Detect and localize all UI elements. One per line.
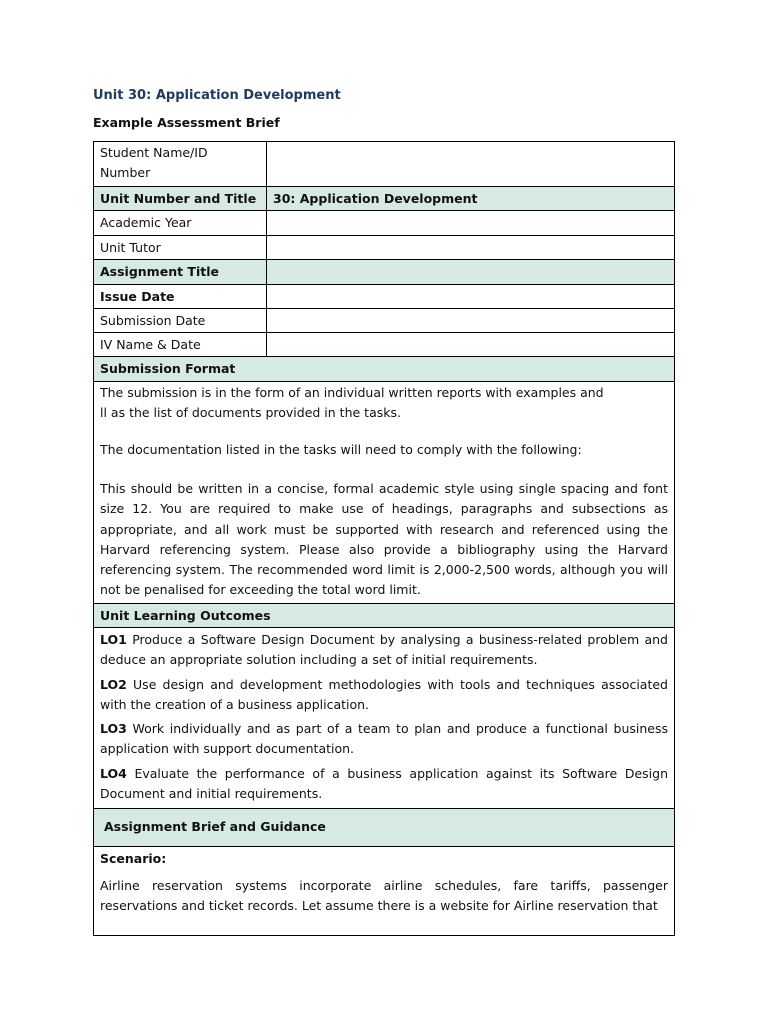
submission-format-heading: Submission Format: [100, 361, 236, 376]
issue-date-field[interactable]: [267, 285, 674, 308]
student-name-field[interactable]: [267, 142, 674, 186]
iv-name-field[interactable]: [267, 333, 674, 356]
issue-date-label: Issue Date: [94, 285, 267, 308]
row-scenario: [94, 847, 674, 935]
row-learning-outcomes-body: [94, 628, 674, 809]
submission-date-label: Submission Date: [94, 309, 267, 332]
row-unit-tutor: [94, 236, 674, 260]
submission-para-3: This should be written in a concise, formal academic style using single spacing and font size 12. You are required to make use of headings, paragraphs and subsections as appropriate, and all work must be supported with research and referenced using the Harvard referencing system. Please also provide a bibliography using the Harvard referencing system. The recommended word limit is 2,000-2,500 words, although you will not be penalised for exceeding the total word limit.: [100, 481, 668, 598]
row-unit-number: [94, 187, 674, 211]
unit-number-value: 30: Application Development: [273, 191, 478, 206]
row-issue-date: [94, 285, 674, 309]
lo-code: LO2: [100, 676, 127, 692]
row-submission-format-heading: [94, 357, 674, 382]
row-submission-format-body: [94, 382, 674, 604]
assessment-form-table: [93, 141, 675, 936]
lo-text: Use design and development methodologies with tools and techniques associated with the creation of a business application.: [100, 676, 668, 712]
submission-line-1: The submission is in the form of an individual written reports with examples and: [100, 385, 604, 400]
unit-number-label: Unit Number and Title: [94, 187, 267, 210]
row-academic-year: [94, 211, 674, 236]
row-submission-date: [94, 309, 674, 333]
scenario-body: [94, 847, 674, 935]
learning-outcomes-heading: Unit Learning Outcomes: [100, 608, 271, 623]
row-student-name: [94, 142, 674, 187]
row-brief-heading: [94, 809, 674, 847]
lo-text: Work individually and as part of a team to plan and produce a functional business application with support documentation.: [100, 721, 668, 757]
row-learning-outcomes-heading: [94, 604, 674, 628]
row-iv-name: [94, 333, 674, 357]
submission-format-body: [94, 382, 674, 603]
lo-item: [100, 675, 668, 716]
academic-year-field[interactable]: [267, 211, 674, 235]
lo-code: LO3: [100, 721, 127, 737]
assignment-title-label: Assignment Title: [94, 260, 267, 284]
submission-date-field[interactable]: [267, 309, 674, 332]
submission-line-2: ll as the list of documents provided in the tasks.: [100, 405, 401, 420]
scenario-text: Airline reservation systems incorporate airline schedules, fare tariffs, passenger reservations and ticket records. Let assume there is a website for Airline reservation that: [100, 878, 668, 914]
student-name-label: Student Name/ID Number: [94, 142, 267, 186]
lo-text: Evaluate the performance of a business application against its Software Design Document and initial requirements.: [100, 765, 668, 802]
learning-outcomes-list: [94, 628, 674, 808]
lo-code: LO1: [100, 632, 127, 647]
lo-item: [100, 764, 668, 805]
assignment-title-field[interactable]: [267, 260, 674, 284]
lo-text: Produce a Software Design Document by analysing a business-related problem and deduce an appropriate solution including a set of initial requirements.: [100, 632, 668, 668]
lo-item: [100, 630, 668, 671]
submission-para-2: The documentation listed in the tasks will need to comply with the following:: [100, 442, 582, 457]
lo-item: [100, 719, 668, 760]
lo-code: LO4: [100, 765, 127, 781]
unit-heading: Unit 30: Application Development: [93, 88, 341, 103]
brief-guidance-heading: Assignment Brief and Guidance: [104, 819, 326, 834]
scenario-label: Scenario:: [100, 851, 167, 866]
unit-tutor-field[interactable]: [267, 236, 674, 259]
brief-heading: Example Assessment Brief: [93, 115, 280, 130]
iv-name-label: IV Name & Date: [94, 333, 267, 356]
academic-year-label: Academic Year: [94, 211, 267, 235]
row-assignment-title: [94, 260, 674, 285]
unit-tutor-label: Unit Tutor: [94, 236, 267, 259]
